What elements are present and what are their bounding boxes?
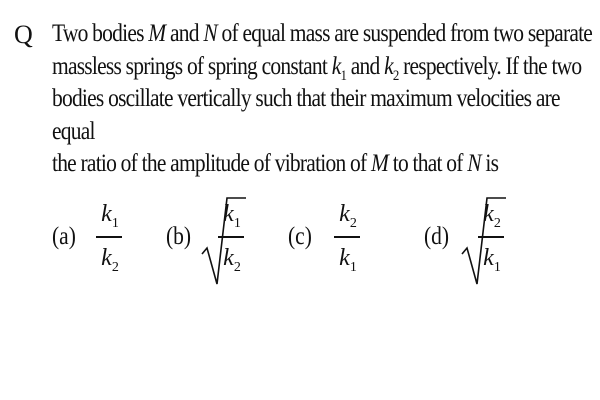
option-a-fraction-bar	[96, 236, 122, 238]
option-d-fraction-bar	[478, 236, 504, 238]
question-line-2: massless springs of spring constant $k_1$ and $k_2$ respectively. If the two	[52, 52, 582, 84]
option-b-fraction-bar	[218, 236, 244, 238]
question-line-1: Two bodies M and N of equal mass are suspended from two separate	[52, 20, 593, 47]
option-c-fraction-bar	[334, 236, 360, 238]
option-c-numerator: $k_2$	[339, 201, 357, 231]
option-b-label: (b)	[166, 223, 192, 250]
option-c-denominator: $k_1$	[339, 245, 357, 275]
option-a-numerator: $k_1$	[101, 201, 119, 231]
option-c[interactable]	[288, 192, 378, 292]
option-d[interactable]	[424, 192, 534, 292]
option-b-fraction	[212, 192, 252, 292]
option-d-fraction	[472, 192, 512, 292]
question-label: Q	[14, 20, 33, 49]
option-b-denominator: $k_2$	[223, 245, 241, 275]
option-d-label: (d)	[424, 223, 450, 250]
option-a-fraction	[90, 192, 130, 292]
question-line-3: bodies oscillate vertically such that their maximum velocities are equal	[52, 85, 560, 145]
option-d-denominator: $k_1$	[483, 245, 501, 275]
option-b[interactable]	[166, 192, 276, 292]
question-line-4: the ratio of the amplitude of vibration of M to that of N is	[52, 150, 499, 177]
option-c-fraction	[328, 192, 368, 292]
option-c-label: (c)	[288, 223, 312, 250]
option-b-numerator: $k_1$	[223, 201, 241, 231]
option-d-numerator: $k_2$	[483, 201, 501, 231]
option-a-denominator: $k_2$	[101, 245, 119, 275]
option-a-label: (a)	[52, 223, 76, 250]
option-a[interactable]	[52, 192, 132, 292]
